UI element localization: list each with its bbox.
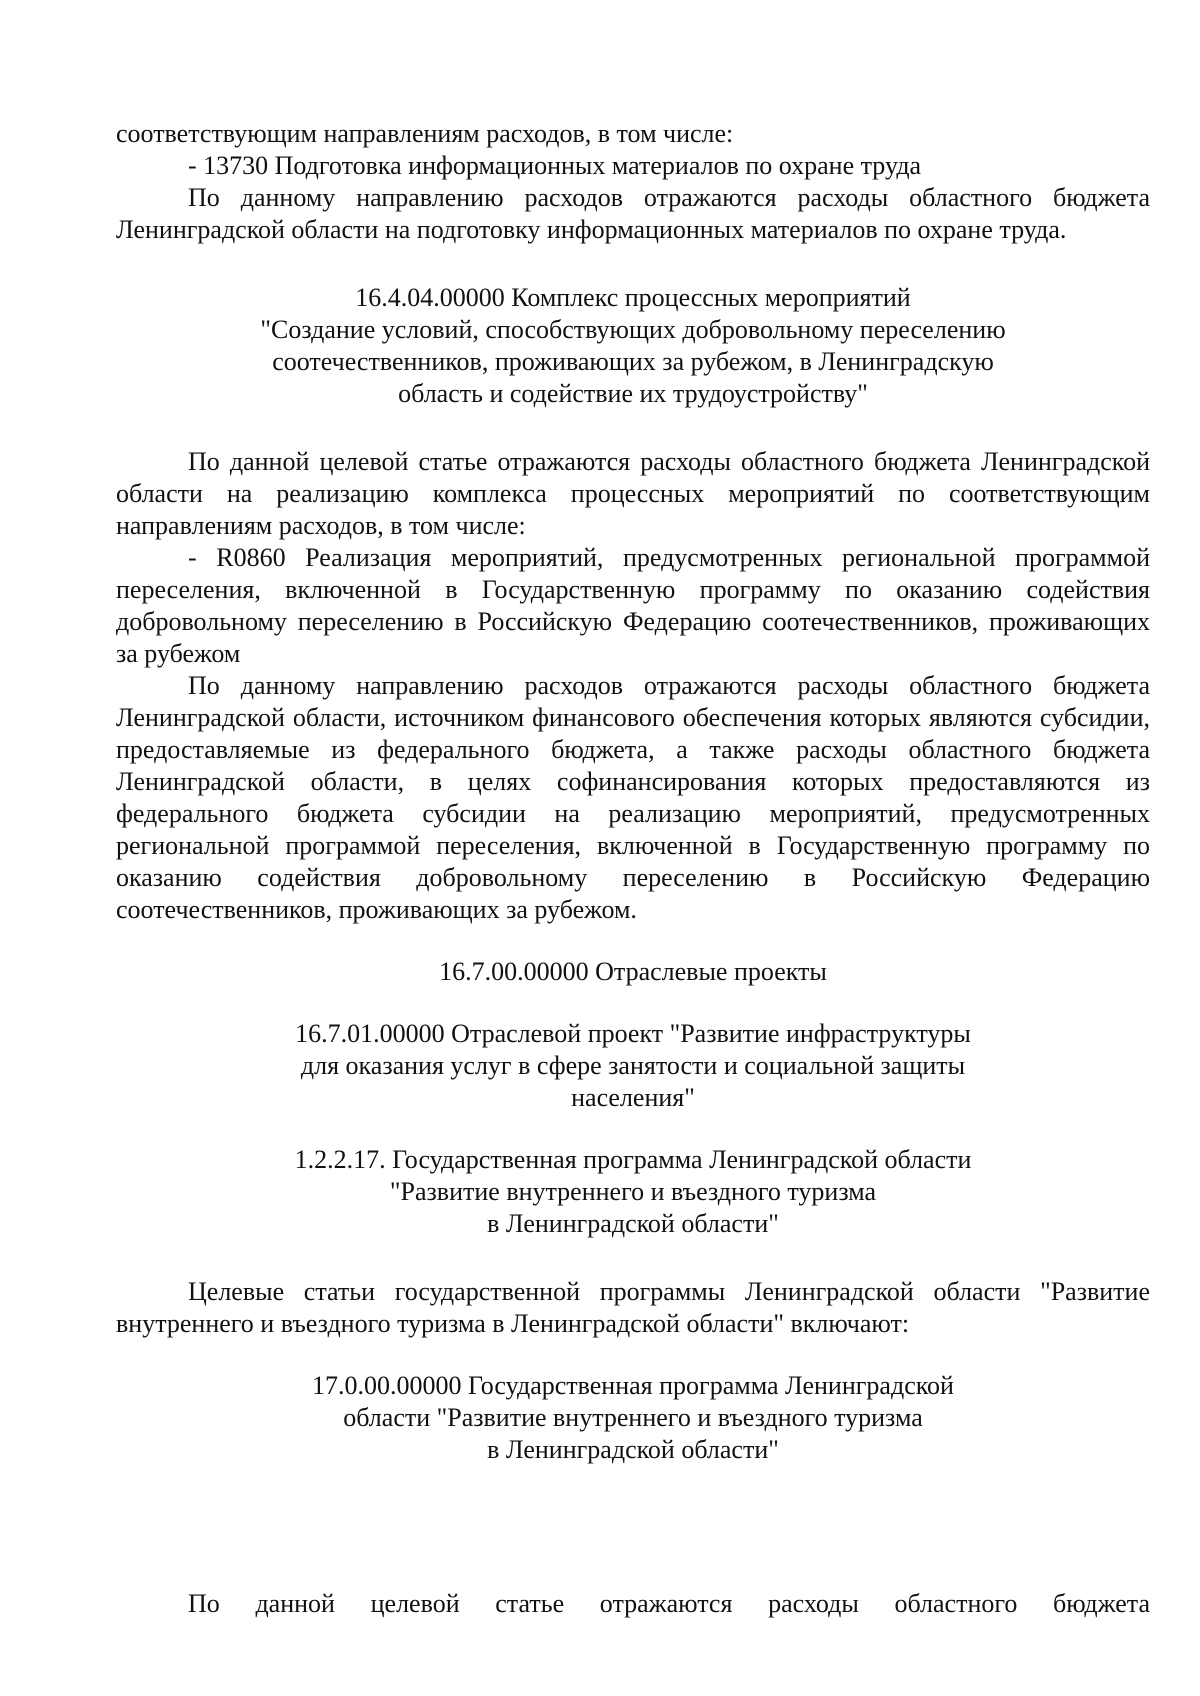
paragraph-labor-protection-materials: По данному направлению расходов отражаются расходы областного бюджета Ленинградской области на подготовку информационных материалов по охране труда. [116,183,1150,244]
paragraph-direction-r0860: - R0860 Реализация мероприятий, предусмотренных региональной программой переселения, включенной в Государственную программу по оказанию содействия добровольному переселению в Российскую Федерацию соотечественников, проживающих за рубежом [116,543,1150,668]
heading-line: 16.7.00.00000 Отраслевые проекты [439,957,827,986]
heading-line: для оказания услуг в сфере занятости и социальной защиты [300,1051,966,1080]
heading-line: в Ленинградской области" [487,1209,779,1238]
document-body [116,118,1150,1466]
paragraph-directions-intro: соответствующим направлениям расходов, в том числе: [116,119,734,148]
heading-line: населения" [571,1083,695,1112]
paragraph-direction-13730: - 13730 Подготовка информационных материалов по охране труда [188,151,922,180]
heading-line: области "Развитие внутреннего и въездного туризма [343,1403,923,1432]
heading-line: область и содействие их трудоустройству" [398,379,868,408]
heading-line: 1.2.2.17. Государственная программа Ленинградской области [294,1145,972,1174]
heading-16-4-04 [116,282,1150,410]
paragraph-target-article-16-4-04: По данной целевой статье отражаются расходы областного бюджета Ленинградской области на реализацию комплекса процессных мероприятий по соответствующим направлениям расходов, в том числе: [116,447,1150,540]
heading-line: в Ленинградской области" [487,1435,779,1464]
heading-1-2-2-17 [116,1144,1150,1240]
heading-17-0-00 [116,1370,1150,1466]
heading-16-7-01 [116,1018,1150,1114]
heading-line: соотечественников, проживающих за рубежом, в Ленинградскую [272,347,994,376]
heading-line: 17.0.00.00000 Государственная программа Ленинградской [312,1371,954,1400]
heading-line: "Создание условий, способствующих добровольному переселению [260,315,1006,344]
paragraph-tourism-program-articles: Целевые статьи государственной программы Ленинградской области "Развитие внутреннего и въездного туризма в Ленинградской области" включают: [116,1277,1150,1338]
heading-line: 16.4.04.00000 Комплекс процессных мероприятий [355,283,911,312]
heading-line: 16.7.01.00000 Отраслевой проект "Развитие инфраструктуры [295,1019,971,1048]
heading-line: "Развитие внутреннего и въездного туризма [389,1177,877,1206]
paragraph-r0860-description: По данному направлению расходов отражаются расходы областного бюджета Ленинградской области, источником финансового обеспечения которых являются субсидии, предоставляемые из федерального бюджета, а также расходы областного бюджета Ленинградской области, в целях софинансирования которых предоставляются из федерального бюджета субсидии на реализацию мероприятий, предусмотренных региональной программой переселения, включенной в Государственную программу по оказанию содействия добровольному переселению в Российскую Федерацию соотечественников, проживающих за рубежом. [116,671,1150,924]
paragraph-target-article-17-0-00: По данной целевой статье отражаются расходы областного бюджета [188,1589,1150,1618]
heading-16-7-00 [116,956,1150,988]
